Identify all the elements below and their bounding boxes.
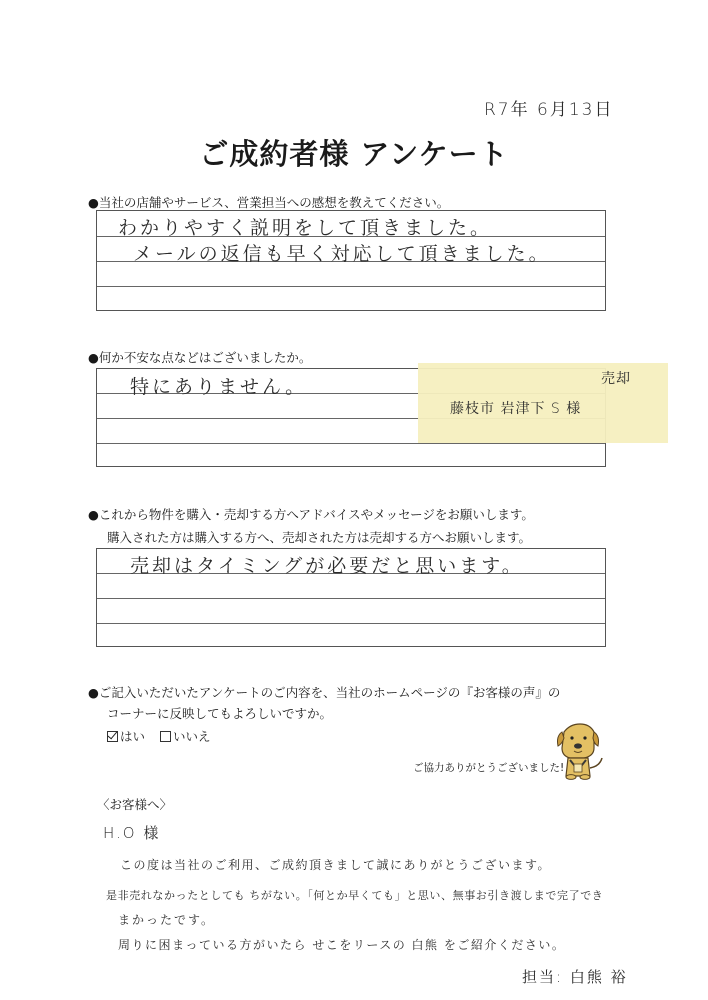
reply-line-1: この度は当社のご利用、ご成約頂きまして誠にありがとうございます。 (120, 858, 552, 872)
answer-1-line-1: わかりやすく説明をして頂きました。 (118, 217, 493, 239)
answer-3-line-1: 売却はタイミングが必要だと思います。 (130, 555, 524, 577)
option-no-label: いいえ (173, 729, 211, 744)
dog-mascot-icon (550, 718, 608, 782)
sticky-note-line-2: 藤枝市 岩津下 S 様 (450, 401, 582, 417)
option-yes (107, 727, 145, 745)
option-yes-label: はい (120, 729, 146, 744)
checkbox-no (160, 731, 171, 742)
sticky-note-line-1: 売却 (601, 371, 631, 387)
answer-1-line-2: メールの返信も早く対応して頂きました。 (133, 243, 551, 265)
reply-line-3: まかったです。 (118, 913, 216, 927)
survey-date: R7年 6月13日 (484, 100, 614, 120)
question-2: ●何か不安な点などはございましたか。 (88, 350, 312, 365)
question-3-line-2: 購入された方は購入する方へ、売却された方は売却する方へお願いします。 (107, 530, 532, 545)
question-4-line-2: コーナーに反映してもよろしいですか。 (107, 706, 333, 721)
option-no (160, 727, 211, 745)
reply-line-4: 周りに困まっている方がいたら せこをリースの 白熊 をご紹介ください。 (118, 938, 566, 952)
page-title: ご成約者様 アンケート (199, 137, 509, 171)
reply-line-2: 是非売れなかったとしても ちがない。「何とか早くても」と思い、無事お引き渡しまで完了でき (106, 889, 604, 902)
thanks-message: ご協力ありがとうございました! (413, 762, 565, 774)
reply-greeting: H.O 様 (103, 824, 161, 842)
reply-signature: 担当: 白熊 裕 (522, 968, 628, 986)
answer-2-line-1: 特にありません。 (130, 376, 308, 398)
question-3-line-1: ●これから物件を購入・売却する方へアドバイスやメッセージをお願いします。 (88, 507, 534, 522)
question-1: ●当社の店舗やサービス、営業担当への感想を教えてください。 (88, 195, 450, 210)
checkbox-yes (107, 731, 118, 742)
question-4-line-1: ●ご記入いただいたアンケートのご内容を、当社のホームページの『お客様の声』の (88, 685, 561, 700)
reply-heading: 〈お客様へ〉 (97, 797, 173, 812)
